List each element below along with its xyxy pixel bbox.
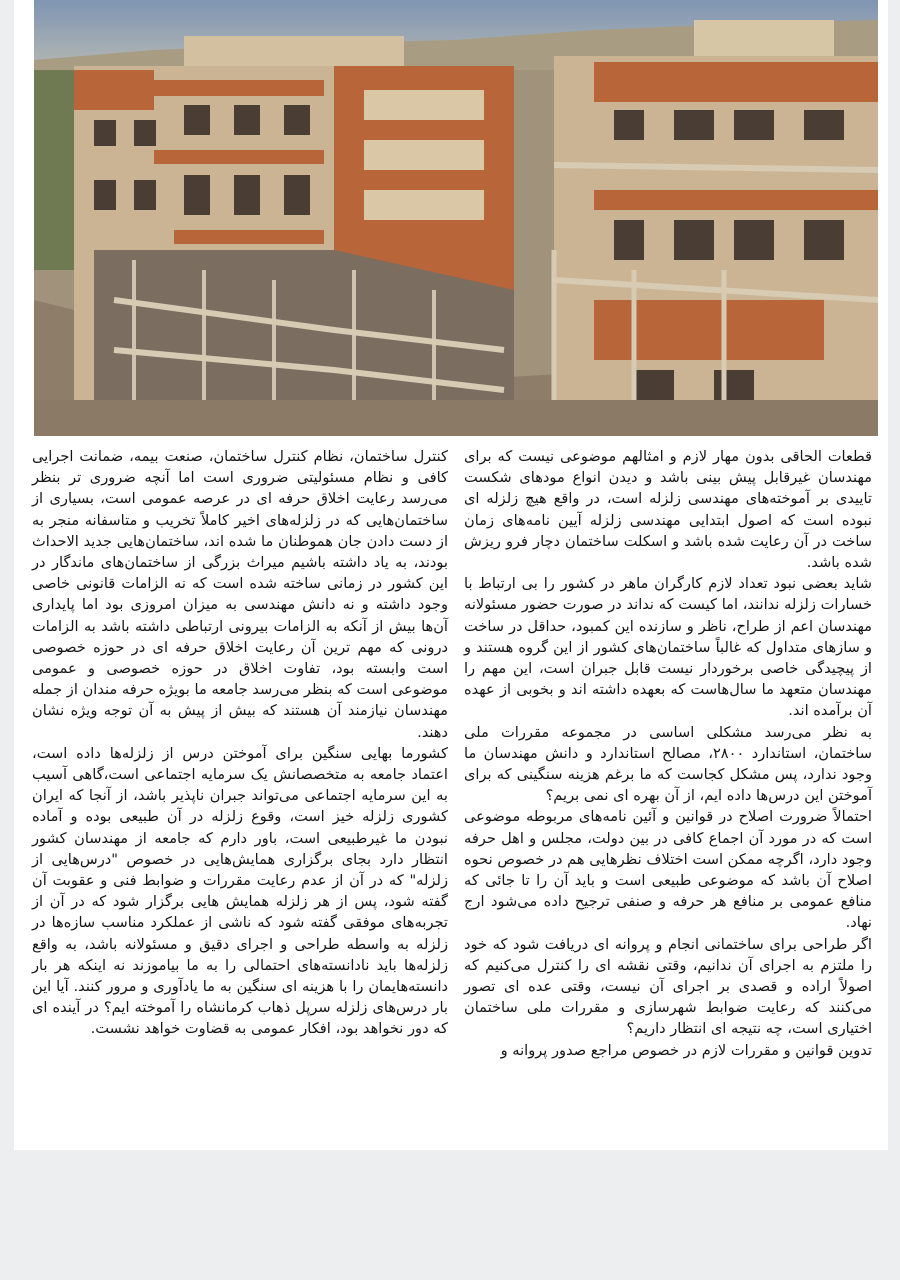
paragraph: شاید بعضی نبود تعداد لازم کارگران ماهر در کشور را بی ارتباط با خسارات زلزله ندانند، اما کیست که نداند در صورت حضور مسئولانه مهندسان اعم از طراح، ناظر و سازنده این کمبود، حداقل در ساخت و سازهای متداول که غالباً ساختمان‌های کشور از این گروه هستند و از پیچیدگی خاصی برخوردار نیست قابل جبران است، این مهم را مهندسان متعهد ما سال‌هاست که بعهده داشته اند و بخوبی از عهده آن برآمده اند. xyxy=(464,575,872,720)
paragraph: کشورما بهایی سنگین برای آموختن درس از زلزله‌ها داده است، اعتماد جامعه به متخصصانش یک سرمایه اجتماعی است،گاهی آسیب به این سرمایه اجتماعی می‌تواند جبران ناپذیر باشد، از آنجا که ایران کشوری زلزله خیز است، وقوع زلزله در آن طبیعی بوده و آماده نبودن ما غیرطبیعی است، باور دارم که جامعه از مهندسان کشور انتظار دارد بجای برگزاری همایش‌هایی در خصوص "درس‌هایی از زلزله" که در آن از عدم رعایت مقررات و ضوابط فنی و عقوبت آن گفته شود، پس از هر زلزله همایش هایی برگزار شود که در آن از تجربه‌های موفقی گفته شود که ناشی از عملکرد مناسب سازه‌ها در زلزله به واسطه طراحی و اجرای دقیق و مسئولانه باشد، به واقع زلزله‌ها باید نادانسته‌های احتمالی را به ما بیاموزند نه اینکه هر بار دانسته‌هایمان را با هزینه ای سنگین به ما یادآوری و مرور کنند. آیا این بار درس‌های زلزله سرپل ذهاب کرمانشاه را آموخته ایم؟ در آینده ای که دور نخواهد بود، افکار عمومی به قضاوت خواهد نشست. xyxy=(32,744,448,1038)
article-column-left xyxy=(32,446,448,1040)
paragraph: اگر طراحی برای ساختمانی انجام و پروانه ای دریافت شود که خود را ملتزم به اجرای آن ندانیم، وقتی نقشه ای را کنترل می‌کنیم که اصولاً اراده و قصدی بر اجرای آن نیست، وقتی عده ای تصور می‌کنند که رعایت ضوابط شهرسازی و مقررات ملی ساختمان اختیاری است، چه نتیجه ای انتظار داریم؟ xyxy=(464,935,872,1038)
magazine-page xyxy=(14,0,888,1150)
paragraph: به نظر می‌رسد مشکلی اساسی در مجموعه مقررات ملی ساختمان، استاندارد ۲۸۰۰، مصالح استاندارد و دانش مهندسان ما وجود ندارد، پس مشکل کجاست که ما برغم هزینه سنگینی که برای آموختن این درس‌ها داده ایم، از آن بهره ای نمی بریم؟ xyxy=(464,723,872,805)
paragraph: تدوین قوانین و مقررات لازم در خصوص مراجع صدور پروانه و xyxy=(500,1041,872,1059)
article-column-right xyxy=(464,446,872,1061)
paragraph: کنترل ساختمان، نظام کنترل ساختمان، صنعت بیمه، ضمانت اجرایی کافی و نظام مسئولیتی ضروری است اما آنچه ضروری تر بنظر می‌رسد رعایت اخلاق حرفه ای در عرصه عمومی است، بسیاری از ساختمان‌هایی که در زلزله‌های اخیر کاملاً تخریب و متاسفانه منجر به از دست دادن جان هموطنان ما شده اند، ساختمان‌هایی جدید الاحداث بودند، به یاد داشته باشیم میراث بزرگی از ساختمان‌های ماندگار در این کشور در زمانی ساخته شده است که نه الزامات قانونی خاصی وجود داشته و نه دانش مهندسی به میزان امروزی بود اما پایداری آن‌ها بیش از آنکه به الزامات بیرونی ارتباطی داشته باشد به الزامات درونی که مهم ترین آن رعایت اخلاق حرفه ای در حوزه خصوصی است وابسته بود، تفاوت اخلاق در حوزه خصوصی و عمومی موضوعی است که بنظر می‌رسد جامعه ما بویژه حرفه مندان از جمله مهندسان نیازمند آن هستند که بیش از پیش به آن توجه ویژه نشان دهند. xyxy=(32,448,448,741)
paragraph: قطعات الحاقی بدون مهار لازم و امثالهم موضوعی نیست که برای مهندسان غیرقابل پیش بینی باشد و دیدن انواع مودهای شکست تاییدی بر آموخته‌های مهندسی زلزله است، در واقع هیچ زلزله ای نبوده است که اصول ابتدایی مهندسی زلزله آیین نامه‌های زمان ساخت در آن رعایت شده باشد و اسکلت ساختمان دچار فرو ریزش شده باشد. xyxy=(464,448,872,572)
paragraph: احتمالاً ضرورت اصلاح در قوانین و آئین نامه‌های مربوطه موضوعی است که در مورد آن اجماع کافی در بین دولت، مجلس و اهل حرفه وجود دارد، اگرچه ممکن است اختلاف نظرهایی هم در خصوص نحوه اصلاح آن باشد که موضوعی طبیعی است و باید آن را تا جائی که منافع عمومی بر منافع هر حرفه و صنفی ترجیح داده می‌شود ارج نهاد. xyxy=(464,808,872,932)
left-building xyxy=(74,36,514,420)
earthquake-damaged-buildings-photo xyxy=(34,0,878,436)
page-background xyxy=(0,1150,900,1280)
photo-illustration xyxy=(34,0,878,436)
right-building xyxy=(554,20,878,420)
